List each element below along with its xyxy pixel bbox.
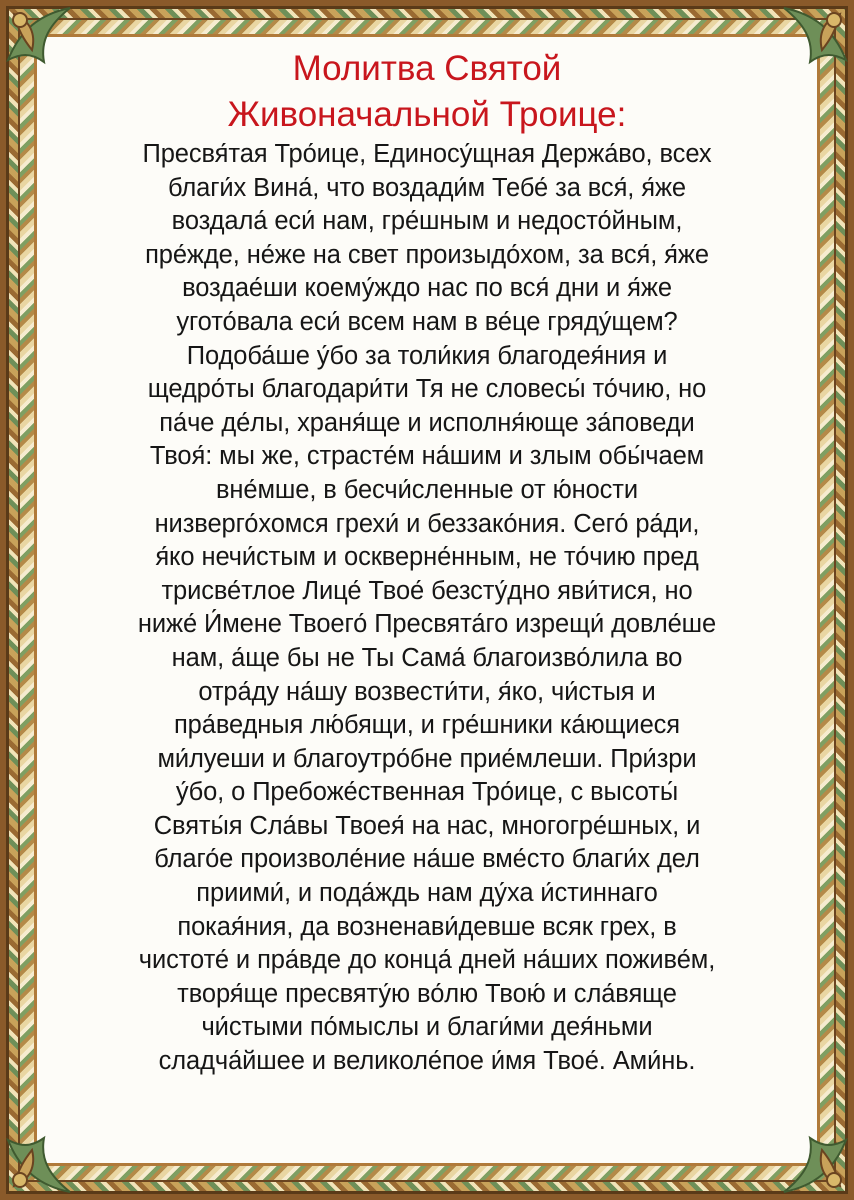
prayer-line: у́бо, о Пребоже́ственная Тро́ице, с высоты́ bbox=[175, 778, 679, 807]
prayer-line: отра́ду на́шу возвести́ти, я́ко, чи́стыя и bbox=[198, 677, 656, 706]
prayer-title-line-2: Живоначальной Троице: bbox=[227, 95, 627, 134]
prayer-line: я́ко нечи́стым и оскверне́нным, не то́чию пред bbox=[155, 543, 699, 572]
prayer-line: Твоя́: мы же, страсте́м на́шим и злым обы́чаем bbox=[149, 442, 705, 471]
prayer-line: пра́ведныя лю́бящи, и гре́шники ка́ющиеся bbox=[173, 711, 681, 740]
prayer-line: творя́ще пресвяту́ю во́лю Твою́ и сла́вяще bbox=[177, 979, 677, 1008]
prayer-line: ми́луеши и благоутро́бне прие́млеши. При́зри bbox=[157, 744, 697, 773]
prayer-text bbox=[40, 138, 814, 1079]
prayer-line: па́че де́лы, храня́ще и исполня́юще за́поведи bbox=[159, 408, 695, 437]
prayer-line: трисве́тлое Лице́ Твое́ безсту́дно яви́тися, но bbox=[161, 576, 693, 605]
prayer-line: чистоте́ и пра́вде до конца́ дней на́ших поживе́м, bbox=[138, 946, 716, 975]
prayer-line: благи́х Вина́, что воздади́м Тебе́ за вся́, я́же bbox=[167, 173, 687, 202]
prayer-line: воздала́ еси́ нам, гре́шным и недосто́йным, bbox=[171, 207, 683, 236]
prayer-content bbox=[40, 40, 814, 1160]
prayer-line: чи́стыми по́мыслы и благи́ми дея́ньми bbox=[201, 1013, 653, 1042]
prayer-line: благо́е произволе́ние на́ше вме́сто благи́х дел bbox=[154, 845, 700, 874]
prayer-line: Пресвя́тая Тро́ице, Единосу́щная Держа́во, всех bbox=[142, 140, 712, 168]
prayer-line: воздае́ши коему́ждо нас по вся́ дни и я́же bbox=[182, 274, 672, 303]
prayer-line: угото́вала еси́ всем нам в ве́це гряду́щем? bbox=[176, 307, 678, 336]
prayer-line: низверго́хомся грехи́ и беззако́ния. Сего́ ра́ди, bbox=[154, 509, 700, 538]
prayer-line: пре́жде, не́же на свет произыдо́хом, за вся́, я́же bbox=[145, 240, 709, 269]
prayer-line: Подоба́ше у́бо за толи́кия благодея́ния и bbox=[186, 341, 668, 370]
prayer-line: щедро́ты благодари́ти Тя не словесы́ то́чию, но bbox=[147, 375, 707, 404]
prayer-title bbox=[40, 46, 814, 138]
prayer-line: вне́мше, в бесчи́сленные от ю́ности bbox=[215, 475, 639, 504]
prayer-line: нам, а́ще бы не Ты Сама́ благоизво́лила во bbox=[171, 643, 683, 672]
prayer-line: приими́, и пода́ждь нам ду́ха и́стиннаго bbox=[196, 879, 658, 908]
prayer-line: покая́ния, да возненави́девше всяк грех, в bbox=[177, 912, 677, 941]
prayer-line: Святы́я Сла́вы Твоея́ на нас, многогре́шных, и bbox=[153, 811, 701, 840]
prayer-line: ниже́ И́мене Твоего́ Пресвята́го изрещи́ довле́ше bbox=[137, 610, 717, 639]
prayer-title-line-1: Молитва Святой bbox=[292, 49, 562, 88]
prayer-line: сладча́йшее и великоле́пое и́мя Твое́. Ами́нь. bbox=[158, 1047, 696, 1076]
